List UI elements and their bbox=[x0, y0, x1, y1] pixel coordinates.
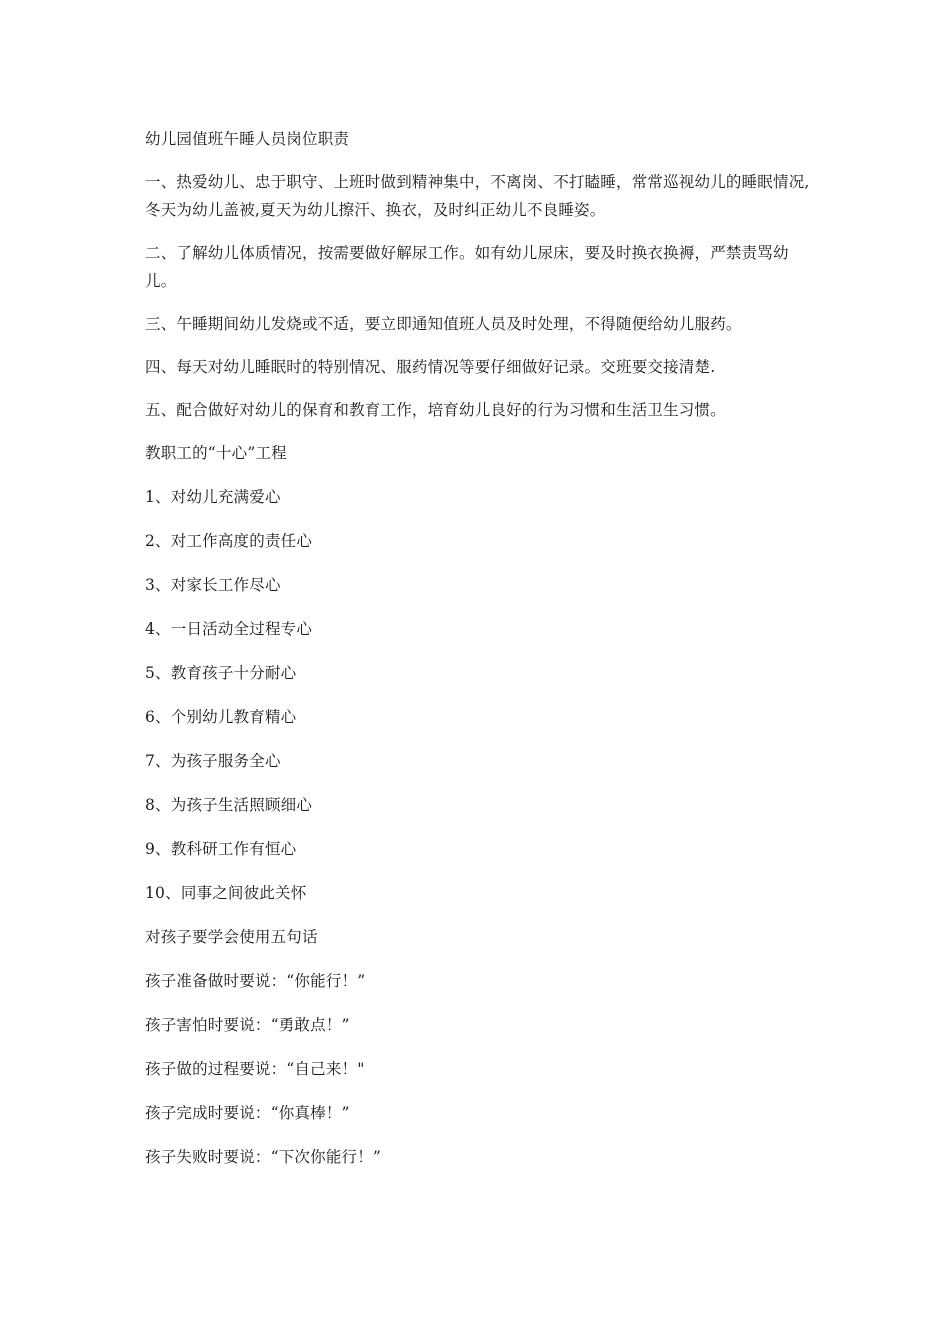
ten-hearts-item-1: 1、对幼儿充满爱心 bbox=[145, 488, 281, 506]
phrase-item-2: 孩子害怕时要说：“勇敢点！” bbox=[145, 1016, 350, 1034]
duty-item-3: 三、午睡期间幼儿发烧或不适，要立即通知值班人员及时处理，不得随便给幼儿服药。 bbox=[145, 315, 742, 333]
phrase-item-1: 孩子准备做时要说：“你能行！” bbox=[145, 972, 366, 990]
duty-item-4: 四、每天对幼儿睡眠时的特别情况、服药情况等要仔细做好记录。交班要交接清楚. bbox=[145, 358, 716, 376]
ten-hearts-item-2: 2、对工作高度的责任心 bbox=[145, 532, 313, 550]
document-body bbox=[145, 125, 810, 1171]
ten-hearts-heading: 教职工的“十心”工程 bbox=[145, 444, 287, 462]
ten-hearts-item-5: 5、教育孩子十分耐心 bbox=[145, 664, 297, 682]
five-phrases-heading: 对孩子要学会使用五句话 bbox=[145, 928, 318, 946]
ten-hearts-item-7: 7、为孩子服务全心 bbox=[145, 752, 281, 770]
document-title: 幼儿园值班午睡人员岗位职责 bbox=[145, 130, 350, 148]
duty-item-5: 五、配合做好对幼儿的保育和教育工作，培育幼儿良好的行为习惯和生活卫生习惯。 bbox=[145, 401, 726, 419]
ten-hearts-item-4: 4、一日活动全过程专心 bbox=[145, 620, 313, 638]
ten-hearts-item-3: 3、对家长工作尽心 bbox=[145, 576, 281, 594]
phrase-item-3: 孩子做的过程要说：“自己来！" bbox=[145, 1060, 365, 1078]
ten-hearts-item-10: 10、同事之间彼此关怀 bbox=[145, 884, 307, 902]
ten-hearts-item-6: 6、个别幼儿教育精心 bbox=[145, 708, 297, 726]
duty-item-2: 二、了解幼儿体质情况，按需要做好解尿工作。如有幼儿尿床，要及时换衣换褥，严禁责骂幼儿。 bbox=[145, 244, 789, 290]
phrase-item-4: 孩子完成时要说：“你真棒！” bbox=[145, 1104, 350, 1122]
ten-hearts-item-8: 8、为孩子生活照顾细心 bbox=[145, 796, 313, 814]
duty-item-1: 一、热爱幼儿、忠于职守、上班时做到精神集中，不离岗、不打瞌睡，常常巡视幼儿的睡眠情况,冬天为幼儿盖被,夏天为幼儿擦汗、换衣，及时纠正幼儿不良睡姿。 bbox=[145, 173, 810, 219]
ten-hearts-item-9: 9、教科研工作有恒心 bbox=[145, 840, 297, 858]
phrase-item-5: 孩子失败时要说：“下次你能行！” bbox=[145, 1148, 382, 1166]
